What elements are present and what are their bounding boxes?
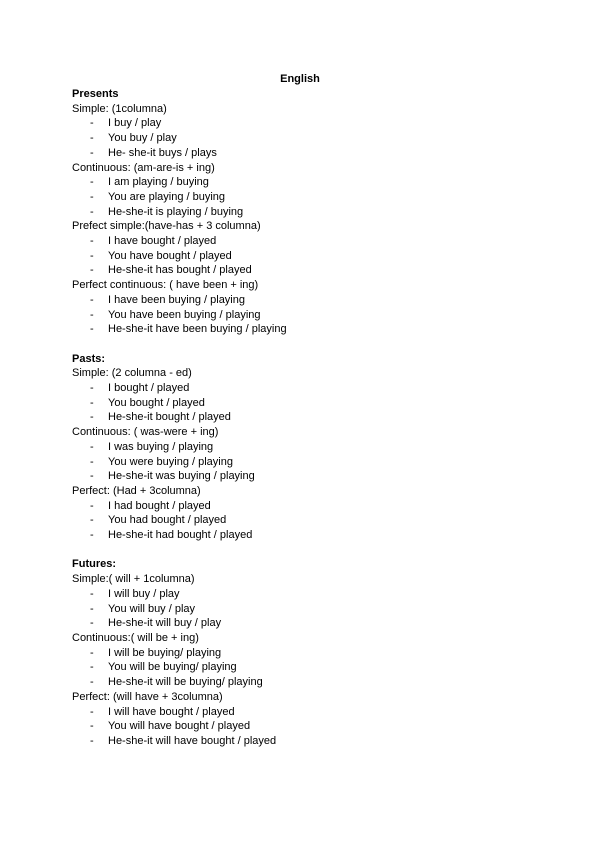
dash-marker: - xyxy=(90,176,94,189)
group-present-continuous xyxy=(72,161,532,220)
conjugation-list xyxy=(72,587,532,631)
list-item-text: He- she-it buys / plays xyxy=(108,146,217,159)
list-item xyxy=(72,249,532,264)
list-item-text: I will be buying/ playing xyxy=(108,646,222,659)
list-item xyxy=(72,293,532,308)
dash-marker: - xyxy=(90,308,94,321)
dash-marker: - xyxy=(90,455,94,468)
dash-marker: - xyxy=(90,440,94,453)
list-item-text: I was buying / playing xyxy=(108,440,214,453)
list-item-text: You bought / played xyxy=(108,396,205,409)
list-item-text: You will have bought / played xyxy=(108,720,251,733)
group-past-simple xyxy=(72,366,532,425)
list-item-text: He-she-it will be buying/ playing xyxy=(108,676,263,689)
group-label: Perfect: (Had + 3columna) xyxy=(72,484,201,497)
list-item-text: He-she-it is playing / buying xyxy=(108,205,244,218)
list-item xyxy=(72,602,532,617)
dash-marker: - xyxy=(90,264,94,277)
dash-marker: - xyxy=(90,117,94,130)
section-heading: Presents xyxy=(72,88,119,100)
group-past-continuous xyxy=(72,425,532,484)
list-item xyxy=(72,513,532,528)
list-item-text: You will be buying/ playing xyxy=(108,661,237,674)
group-label: Simple: (1columna) xyxy=(72,102,167,115)
conjugation-list xyxy=(72,499,532,543)
list-item xyxy=(72,734,532,749)
dash-marker: - xyxy=(90,382,94,395)
dash-marker: - xyxy=(90,720,94,733)
dash-marker: - xyxy=(90,470,94,483)
group-label: Perfect: (will have + 3columna) xyxy=(72,690,223,703)
conjugation-list xyxy=(72,116,532,160)
dash-marker: - xyxy=(90,146,94,159)
group-future-simple xyxy=(72,572,532,631)
section-futures xyxy=(72,557,532,748)
section-spacer xyxy=(72,337,532,352)
list-item-text: I have been buying / playing xyxy=(108,293,245,306)
list-item xyxy=(72,587,532,602)
dash-marker: - xyxy=(90,132,94,145)
conjugation-list xyxy=(72,175,532,219)
list-item-text: I bought / played xyxy=(108,382,190,395)
list-item xyxy=(72,499,532,514)
list-item xyxy=(72,116,532,131)
list-item-text: You have been buying / playing xyxy=(108,308,261,321)
list-item xyxy=(72,396,532,411)
group-label: Continuous: ( was-were + ing) xyxy=(72,426,219,439)
list-item xyxy=(72,528,532,543)
group-label: Continuous:( will be + ing) xyxy=(72,631,199,644)
list-item-text: You are playing / buying xyxy=(108,190,226,203)
conjugation-list xyxy=(72,293,532,337)
section-pasts xyxy=(72,352,532,543)
list-item xyxy=(72,190,532,205)
dash-marker: - xyxy=(90,514,94,527)
group-future-perfect xyxy=(72,690,532,749)
list-item xyxy=(72,646,532,661)
group-label: Simple: (2 columna - ed) xyxy=(72,367,192,380)
list-item-text: He-she-it have been buying / playing xyxy=(108,323,287,336)
dash-marker: - xyxy=(90,235,94,248)
list-item-text: I had bought / played xyxy=(108,499,211,512)
list-item-text: You had bought / played xyxy=(108,514,227,527)
list-item-text: I will have bought / played xyxy=(108,705,235,718)
list-item xyxy=(72,675,532,690)
dash-marker: - xyxy=(90,646,94,659)
list-item-text: I have bought / played xyxy=(108,235,217,248)
group-present-perfect-continuous xyxy=(72,278,532,337)
dash-marker: - xyxy=(90,205,94,218)
list-item-text: He-she-it bought / played xyxy=(108,411,231,424)
list-item-text: He-she-it has bought / played xyxy=(108,264,252,277)
list-item xyxy=(72,705,532,720)
list-item-text: I buy / play xyxy=(108,117,162,130)
document-body xyxy=(72,87,532,749)
list-item xyxy=(72,381,532,396)
list-item xyxy=(72,616,532,631)
list-item xyxy=(72,263,532,278)
list-item xyxy=(72,234,532,249)
list-item xyxy=(72,660,532,675)
dash-marker: - xyxy=(90,587,94,600)
dash-marker: - xyxy=(90,293,94,306)
dash-marker: - xyxy=(90,602,94,615)
conjugation-list xyxy=(72,646,532,690)
conjugation-list xyxy=(72,381,532,425)
dash-marker: - xyxy=(90,529,94,542)
list-item xyxy=(72,469,532,484)
list-item xyxy=(72,410,532,425)
dash-marker: - xyxy=(90,617,94,630)
dash-marker: - xyxy=(90,323,94,336)
group-label: Prefect simple:(have-has + 3 columna) xyxy=(72,220,261,233)
list-item-text: He-she-it was buying / playing xyxy=(108,470,255,483)
dash-marker: - xyxy=(90,734,94,747)
conjugation-list xyxy=(72,234,532,278)
dash-marker: - xyxy=(90,249,94,262)
list-item xyxy=(72,175,532,190)
section-presents xyxy=(72,87,532,337)
list-item xyxy=(72,719,532,734)
group-present-simple xyxy=(72,102,532,161)
list-item xyxy=(72,440,532,455)
group-label: Simple:( will + 1columna) xyxy=(72,573,195,586)
list-item-text: You will buy / play xyxy=(108,602,196,615)
dash-marker: - xyxy=(90,190,94,203)
dash-marker: - xyxy=(90,676,94,689)
dash-marker: - xyxy=(90,411,94,424)
list-item-text: I am playing / buying xyxy=(108,176,209,189)
list-item-text: You were buying / playing xyxy=(108,455,233,468)
list-item-text: He-she-it will have bought / played xyxy=(108,734,277,747)
section-heading: Futures: xyxy=(72,558,116,571)
group-present-perfect-simple xyxy=(72,219,532,278)
list-item xyxy=(72,146,532,161)
group-past-perfect xyxy=(72,484,532,543)
dash-marker: - xyxy=(90,396,94,409)
list-item xyxy=(72,455,532,470)
list-item-text: He-she-it had bought / played xyxy=(108,529,253,542)
list-item-text: You buy / play xyxy=(108,132,177,145)
section-spacer xyxy=(72,543,532,558)
list-item-text: You have bought / played xyxy=(108,249,232,262)
list-item xyxy=(72,308,532,323)
group-label: Perfect continuous: ( have been + ing) xyxy=(72,279,259,292)
document-title: English xyxy=(280,73,320,85)
list-item xyxy=(72,131,532,146)
list-item-text: He-she-it will buy / play xyxy=(108,617,222,630)
group-label: Continuous: (am-are-is + ing) xyxy=(72,161,215,174)
dash-marker: - xyxy=(90,705,94,718)
dash-marker: - xyxy=(90,661,94,674)
conjugation-list xyxy=(72,440,532,484)
list-item-text: I will buy / play xyxy=(108,587,180,600)
group-future-continuous xyxy=(72,631,532,690)
conjugation-list xyxy=(72,705,532,749)
list-item xyxy=(72,205,532,220)
list-item xyxy=(72,322,532,337)
section-heading: Pasts: xyxy=(72,352,106,365)
dash-marker: - xyxy=(90,499,94,512)
